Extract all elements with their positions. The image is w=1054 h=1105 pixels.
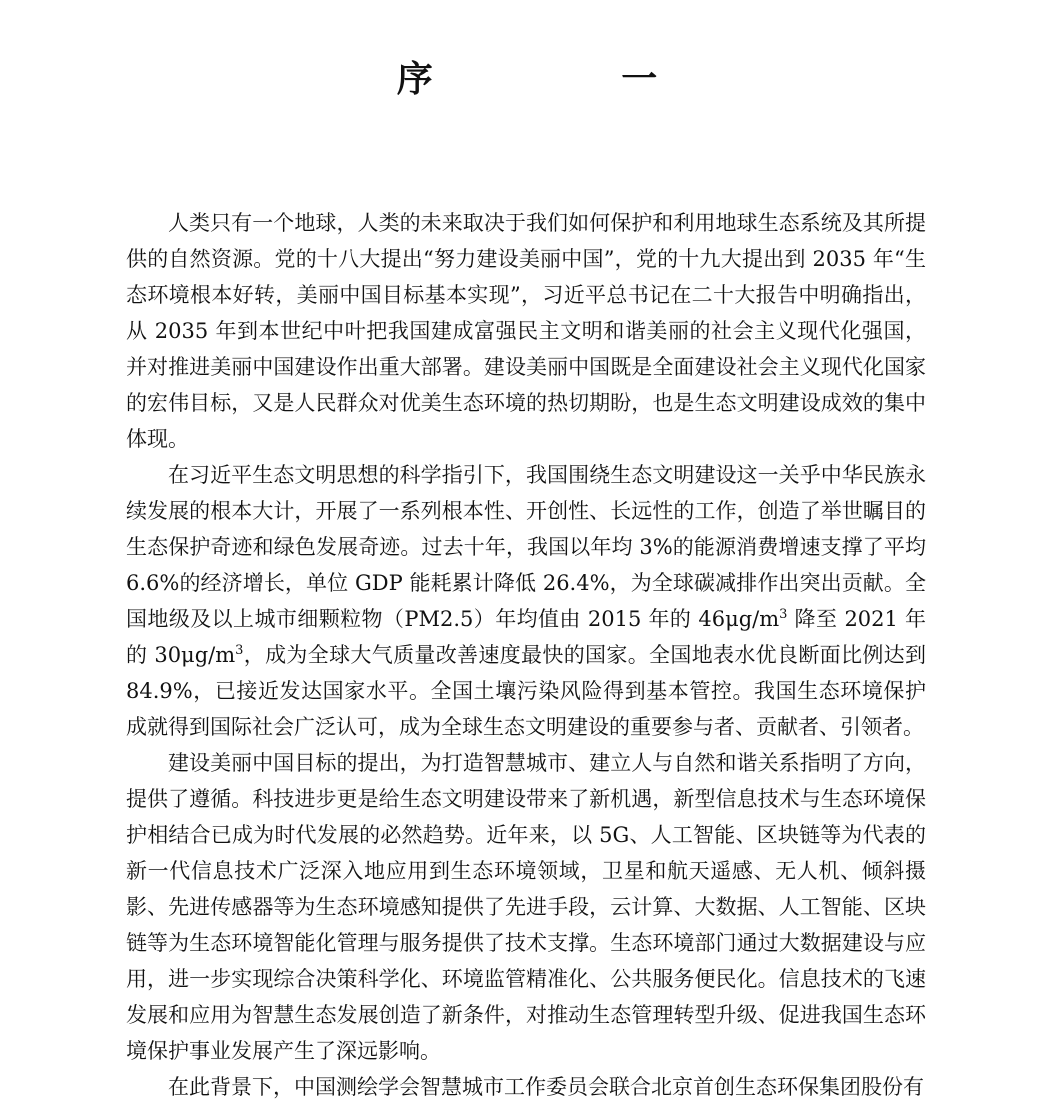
paragraph-3: 建设美丽中国目标的提出，为打造智慧城市、建立人与自然和谐关系指明了方向，提供了遵循。科技进步更是给生态文明建设带来了新机遇，新型信息技术与生态环境保护相结合已成为时代发展的必然趋势。近年来，以 5G、人工智能、区块链等为代表的新一代信息技术广泛深入地应用到生态环境领域，卫星和航天遥感、无人机、倾斜摄影、先进传感器等为生态环境感知提供了先进手段，云计算、大数据、人工智能、区块链等为生态环境智能化管理与服务提供了技术支撑。生态环境部门通过大数据建设与应用，进一步实现综合决策科学化、环境监管精准化、公共服务便民化。信息技术的飞速发展和应用为智慧生态发展创造了新条件，对推动生态管理转型升级、促进我国生态环境保护事业发展产生了深远影响。 [126, 751, 926, 1063]
page-title: 序 一 [396, 58, 746, 100]
paragraph-2-text-after: ，成为全球大气质量改善速度最快的国家。全国地表水优良断面比例达到 84.9%，已接近发达国家水平。全国土壤污染风险得到基本管控。我国生态环境保护成就得到国际社会广泛认可，成为全球生态文明建设的重要参与者、贡献者、引领者。 [126, 643, 926, 739]
paragraph-1: 人类只有一个地球，人类的未来取决于我们如何保护和利用地球生态系统及其所提供的自然资源。党的十八大提出“努力建设美丽中国”，党的十九大提出到 2035 年“生态环境根本好转，美丽中国目标基本实现”，习近平总书记在二十大报告中明确指出，从 2035 年到本世纪中叶把我国建成富强民主文明和谐美丽的社会主义现代化强国，并对推进美丽中国建设作出重大部署。建设美丽中国既是全面建设社会主义现代化国家的宏伟目标，又是人民群众对优美生态环境的热切期盼，也是生态文明建设成效的集中体现。 [126, 211, 926, 451]
paragraph-2-text-middle: 降至 2021 年的 30μg/m [126, 607, 926, 667]
paragraph-2 [126, 457, 926, 745]
paragraph-4: 在此背景下，中国测绘学会智慧城市工作委员会联合北京首创生态环保集团股份有 [168, 1075, 924, 1099]
superscript-cubic-2: 3 [235, 643, 244, 658]
document-body [126, 205, 926, 1105]
paragraph-2-text-before: 在习近平生态文明思想的科学指引下，我国围绕生态文明建设这一关乎中华民族永续发展的根本大计，开展了一系列根本性、开创性、长远性的工作，创造了举世瞩目的生态保护奇迹和绿色发展奇迹。过去十年，我国以年均 3%的能源消费增速支撑了平均 6.6%的经济增长，单位 GDP 能耗累计降低 26.4%，为全球碳减排作出突出贡献。全国地级及以上城市细颗粒物（PM2.5）年均值由 2015 年的 46μg/m [126, 463, 926, 631]
superscript-cubic-1: 3 [779, 607, 788, 622]
